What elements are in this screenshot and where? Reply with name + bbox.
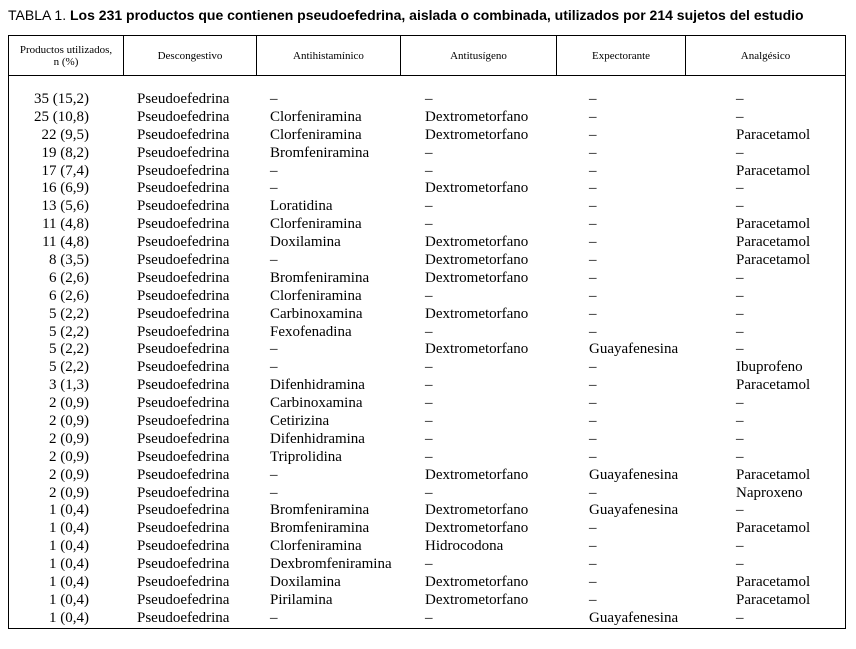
cell-antihistamine: – [270,609,278,626]
cell-expectorant: – [589,144,597,161]
table-row [9,90,845,108]
cell-decongestant: Pseudoefedrina [137,91,230,107]
cell-antihistamine: Clorfeniramina [270,126,362,143]
cell-analgesic: – [736,269,744,286]
table-row [9,537,845,555]
cell-products: 25 (10,8) [34,108,89,125]
cell-expectorant: – [589,591,597,608]
cell-decongestant: Pseudoefedrina [137,466,230,483]
header-expectorant: Expectorante [556,36,685,75]
cell-expectorant: – [589,180,597,197]
table-row [9,233,845,251]
cell-products: 1 (0,4) [49,502,89,519]
cell-antihistamine: Fexofenadina [270,323,352,340]
header-antitussive: Antitusígeno [400,36,556,75]
header-analgesic: Analgésico [685,36,845,75]
cell-expectorant: – [589,377,597,394]
cell-products: 19 (8,2) [41,144,89,161]
cell-expectorant: – [589,126,597,143]
cell-analgesic: – [736,448,744,465]
cell-products: 1 (0,4) [49,538,89,555]
cell-antihistamine: Cetirizina [270,413,330,430]
cell-decongestant: Pseudoefedrina [137,484,230,501]
cell-expectorant: – [589,430,597,447]
cell-antihistamine: – [270,162,278,179]
cell-decongestant: Pseudoefedrina [137,144,230,161]
table-row [9,215,845,233]
cell-analgesic: – [736,395,744,412]
cell-analgesic: – [736,91,744,107]
cell-antihistamine: Bromfeniramina [270,144,370,161]
header-antihistamine: Antihistamínico [256,36,400,75]
cell-analgesic: – [736,341,744,358]
table-row [9,179,845,197]
cell-analgesic: – [736,144,744,161]
cell-antitussive: – [425,430,433,447]
cell-antihistamine: – [270,180,278,197]
cell-expectorant: – [589,448,597,465]
table-row [9,323,845,341]
cell-analgesic: Paracetamol [736,162,811,179]
cell-analgesic: – [736,198,744,215]
cell-products: 8 (3,5) [49,252,89,269]
cell-antihistamine: Difenhidramina [270,377,365,394]
table-row [9,609,845,627]
cell-expectorant: – [589,234,597,251]
table-row [9,126,845,144]
cell-antihistamine: Clorfeniramina [270,287,362,304]
cell-antihistamine: Bromfeniramina [270,502,370,519]
cell-products: 1 (0,4) [49,574,89,591]
cell-antihistamine: Dexbromfeniramina [270,556,392,573]
cell-analgesic: Naproxeno [736,484,803,501]
cell-antihistamine: Clorfeniramina [270,538,362,555]
cell-decongestant: Pseudoefedrina [137,252,230,269]
cell-decongestant: Pseudoefedrina [137,609,230,626]
cell-products: 2 (0,9) [49,413,89,430]
table-row [9,573,845,591]
cell-expectorant: Guayafenesina [589,341,679,358]
cell-decongestant: Pseudoefedrina [137,269,230,286]
table-row [9,555,845,573]
cell-products: 1 (0,4) [49,591,89,608]
cell-decongestant: Pseudoefedrina [137,574,230,591]
header-products-line2: n (%) [53,55,79,68]
table-row [9,591,845,609]
cell-products: 2 (0,9) [49,395,89,412]
cell-antitussive: Hidrocodona [425,538,504,555]
cell-antitussive: Dextrometorfano [425,180,529,197]
cell-expectorant: – [589,252,597,269]
cell-decongestant: Pseudoefedrina [137,180,230,197]
cell-analgesic: Paracetamol [736,252,811,269]
caption-title: Los 231 productos que contienen pseudoefedrina, aislada o combinada, utilizados por 214 sujetos del estudio [70,7,804,23]
cell-expectorant: – [589,287,597,304]
cell-expectorant: Guayafenesina [589,609,679,626]
table-caption [8,7,804,23]
cell-decongestant: Pseudoefedrina [137,341,230,358]
cell-expectorant: – [589,108,597,125]
cell-products: 2 (0,9) [49,484,89,501]
table-row [9,412,845,430]
table-row [9,287,845,305]
cell-antitussive: – [425,198,433,215]
cell-expectorant: – [589,216,597,233]
cell-antitussive: Dextrometorfano [425,466,529,483]
cell-antitussive: Dextrometorfano [425,126,529,143]
cell-decongestant: Pseudoefedrina [137,502,230,519]
cell-antitussive: Dextrometorfano [425,591,529,608]
cell-antihistamine: Bromfeniramina [270,269,370,286]
cell-antihistamine: – [270,91,278,107]
cell-analgesic: – [736,430,744,447]
cell-antitussive: Dextrometorfano [425,108,529,125]
cell-expectorant: – [589,269,597,286]
cell-antihistamine: Bromfeniramina [270,520,370,537]
cell-decongestant: Pseudoefedrina [137,305,230,322]
cell-antihistamine: Carbinoxamina [270,305,363,322]
cell-expectorant: – [589,413,597,430]
cell-analgesic: – [736,538,744,555]
cell-products: 5 (2,2) [49,323,89,340]
cell-decongestant: Pseudoefedrina [137,591,230,608]
cell-antihistamine: Difenhidramina [270,430,365,447]
cell-analgesic: Paracetamol [736,126,811,143]
table-row [9,251,845,269]
cell-analgesic: – [736,413,744,430]
cell-expectorant: – [589,484,597,501]
cell-antihistamine: – [270,252,278,269]
cell-products: 11 (4,8) [42,234,89,251]
header-products-line1: Productos utilizados, [19,43,113,56]
cell-products: 17 (7,4) [41,162,89,179]
cell-decongestant: Pseudoefedrina [137,538,230,555]
table-row [9,448,845,466]
table-row [9,144,845,162]
cell-products: 22 (9,5) [41,126,89,143]
table-row [9,484,845,502]
cell-analgesic: Paracetamol [736,234,811,251]
cell-antihistamine: – [270,359,278,376]
cell-antitussive: Dextrometorfano [425,234,529,251]
cell-analgesic: – [736,502,744,519]
cell-antitussive: Dextrometorfano [425,305,529,322]
cell-analgesic: – [736,556,744,573]
cell-antitussive: Dextrometorfano [425,269,529,286]
table-row [9,305,845,323]
header-products [9,36,123,75]
cell-decongestant: Pseudoefedrina [137,216,230,233]
caption-label: TABLA 1. [8,7,67,23]
table-header [9,36,845,76]
cell-antitussive: – [425,484,433,501]
cell-antitussive: Dextrometorfano [425,502,529,519]
cell-decongestant: Pseudoefedrina [137,448,230,465]
cell-decongestant: Pseudoefedrina [137,162,230,179]
cell-products: 3 (1,3) [49,377,89,394]
table-row [9,197,845,215]
cell-antihistamine: – [270,341,278,358]
cell-decongestant: Pseudoefedrina [137,198,230,215]
table-body [9,90,845,627]
cell-analgesic: Paracetamol [736,216,811,233]
cell-expectorant: – [589,395,597,412]
cell-antihistamine: Loratidina [270,198,333,215]
cell-products: 2 (0,9) [49,448,89,465]
table-row [9,466,845,484]
cell-antitussive: – [425,377,433,394]
cell-decongestant: Pseudoefedrina [137,287,230,304]
cell-decongestant: Pseudoefedrina [137,323,230,340]
cell-antitussive: – [425,448,433,465]
cell-antitussive: – [425,162,433,179]
cell-decongestant: Pseudoefedrina [137,556,230,573]
cell-expectorant: – [589,91,597,107]
cell-antihistamine: Pirilamina [270,591,333,608]
cell-antihistamine: – [270,484,278,501]
cell-antihistamine: Triprolidina [270,448,342,465]
cell-products: 11 (4,8) [42,216,89,233]
cell-expectorant: Guayafenesina [589,466,679,483]
cell-decongestant: Pseudoefedrina [137,430,230,447]
cell-analgesic: – [736,287,744,304]
header-decongestant: Descongestivo [123,36,256,75]
cell-products: 2 (0,9) [49,430,89,447]
cell-decongestant: Pseudoefedrina [137,413,230,430]
cell-antihistamine: Carbinoxamina [270,395,363,412]
cell-antitussive: – [425,413,433,430]
cell-analgesic: – [736,609,744,626]
cell-products: 6 (2,6) [49,287,89,304]
cell-products: 13 (5,6) [41,198,89,215]
cell-expectorant: – [589,574,597,591]
cell-analgesic: Paracetamol [736,574,811,591]
cell-expectorant: – [589,520,597,537]
cell-antitussive: Dextrometorfano [425,252,529,269]
cell-expectorant: – [589,323,597,340]
cell-analgesic: – [736,108,744,125]
table-row [9,269,845,287]
table-row [9,108,845,126]
cell-analgesic: Paracetamol [736,377,811,394]
cell-decongestant: Pseudoefedrina [137,108,230,125]
cell-analgesic: – [736,323,744,340]
cell-antitussive: Dextrometorfano [425,520,529,537]
cell-products: 6 (2,6) [49,269,89,286]
cell-expectorant: – [589,162,597,179]
table-row [9,430,845,448]
cell-antihistamine: Doxilamina [270,234,341,251]
cell-products: 35 (15,2) [34,91,89,107]
cell-antitussive: – [425,323,433,340]
cell-expectorant: – [589,538,597,555]
cell-antihistamine: Clorfeniramina [270,216,362,233]
cell-antihistamine: – [270,466,278,483]
cell-decongestant: Pseudoefedrina [137,234,230,251]
cell-decongestant: Pseudoefedrina [137,126,230,143]
table-row [9,358,845,376]
cell-analgesic: – [736,180,744,197]
cell-analgesic: Paracetamol [736,591,811,608]
cell-decongestant: Pseudoefedrina [137,377,230,394]
cell-products: 5 (2,2) [49,305,89,322]
cell-antihistamine: Doxilamina [270,574,341,591]
cell-expectorant: Guayafenesina [589,502,679,519]
cell-expectorant: – [589,198,597,215]
cell-products: 1 (0,4) [49,520,89,537]
cell-analgesic: – [736,305,744,322]
cell-products: 16 (6,9) [41,180,89,197]
cell-expectorant: – [589,556,597,573]
table-row [9,162,845,180]
cell-antitussive: – [425,556,433,573]
cell-antitussive: – [425,359,433,376]
cell-analgesic: Paracetamol [736,520,811,537]
table-row [9,501,845,519]
table-row [9,519,845,537]
cell-antitussive: – [425,216,433,233]
cell-antitussive: – [425,287,433,304]
table-frame [8,35,846,629]
cell-antitussive: Dextrometorfano [425,341,529,358]
cell-products: 5 (2,2) [49,341,89,358]
table-row [9,394,845,412]
cell-analgesic: Paracetamol [736,466,811,483]
cell-analgesic: Ibuprofeno [736,359,803,376]
cell-decongestant: Pseudoefedrina [137,520,230,537]
table-row [9,376,845,394]
cell-decongestant: Pseudoefedrina [137,395,230,412]
cell-antitussive: – [425,395,433,412]
cell-antitussive: Dextrometorfano [425,574,529,591]
cell-antitussive: – [425,91,433,107]
cell-expectorant: – [589,305,597,322]
cell-products: 2 (0,9) [49,466,89,483]
cell-antitussive: – [425,144,433,161]
cell-antihistamine: Clorfeniramina [270,108,362,125]
table-row [9,340,845,358]
cell-expectorant: – [589,359,597,376]
cell-decongestant: Pseudoefedrina [137,359,230,376]
cell-products: 1 (0,4) [49,556,89,573]
cell-products: 1 (0,4) [49,609,89,626]
cell-products: 5 (2,2) [49,359,89,376]
cell-antitussive: – [425,609,433,626]
